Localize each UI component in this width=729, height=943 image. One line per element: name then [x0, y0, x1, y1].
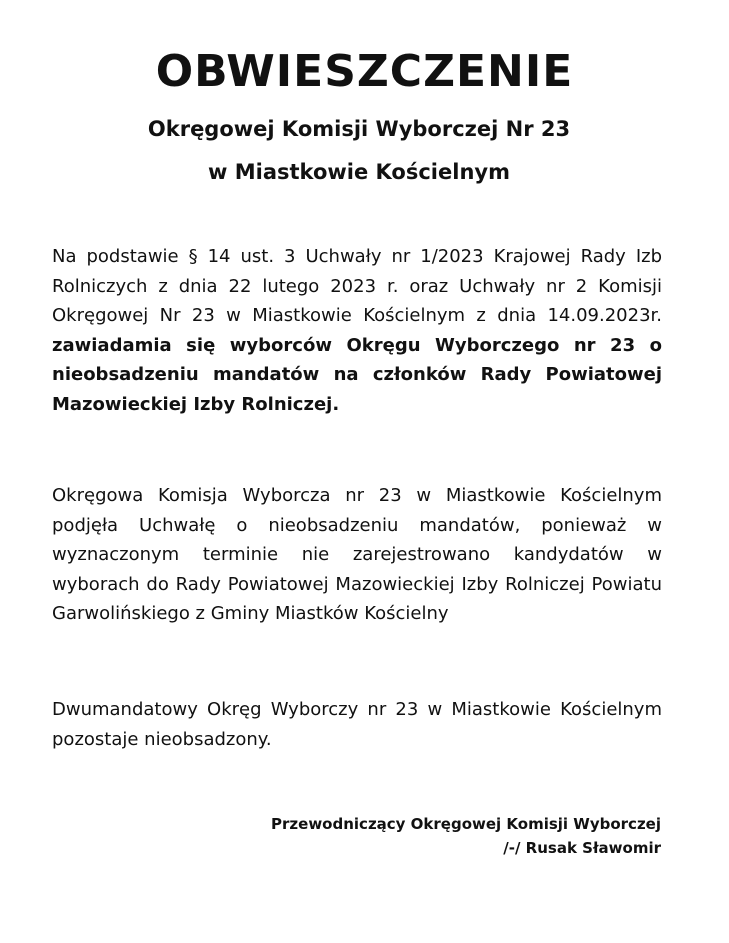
signature-name: /-/ Rusak Sławomir [503, 839, 661, 857]
paragraph-resolution: Okręgowa Komisja Wyborcza nr 23 w Miastkowie Kościelnym podjęła Uchwałę o nieobsadzeniu mandatów, ponieważ w wyznaczonym terminie nie zarejestrowano kandydatów w wyborach do Rady Powiatowej Mazowieckiej Izby Rolniczej Powiatu Garwolińskiego z Gminy Miastków Kościelny [52, 485, 662, 624]
signature-role: Przewodniczący Okręgowej Komisji Wyborczej [271, 815, 661, 833]
paragraph-vacant-district: Dwumandatowy Okręg Wyborczy nr 23 w Miastkowie Kościelnym pozostaje nieobsadzony. [52, 699, 662, 750]
paragraph-legal-basis [52, 242, 662, 419]
document-subtitle-location: w Miastkowie Kościelnym [208, 160, 510, 184]
document-subtitle-commission: Okręgowej Komisji Wyborczej Nr 23 [147, 117, 571, 141]
paragraph-legal-basis-notice: zawiadamia się wyborców Okręgu Wyborczego nr 23 o nieobsadzeniu mandatów na członków Rady Powiatowej Mazowieckiej Izby Rolniczej. [52, 334, 662, 415]
paragraph-legal-basis-intro: Na podstawie § 14 ust. 3 Uchwały nr 1/2023 Krajowej Rady Izb Rolniczych z dnia 22 lutego 2023 r. oraz Uchwały nr 2 Komisji Okręgowej Nr 23 w Miastkowie Kościelnym z dnia 14.09.2023r. [52, 246, 662, 326]
document-title: OBWIESZCZENIE [155, 46, 574, 97]
